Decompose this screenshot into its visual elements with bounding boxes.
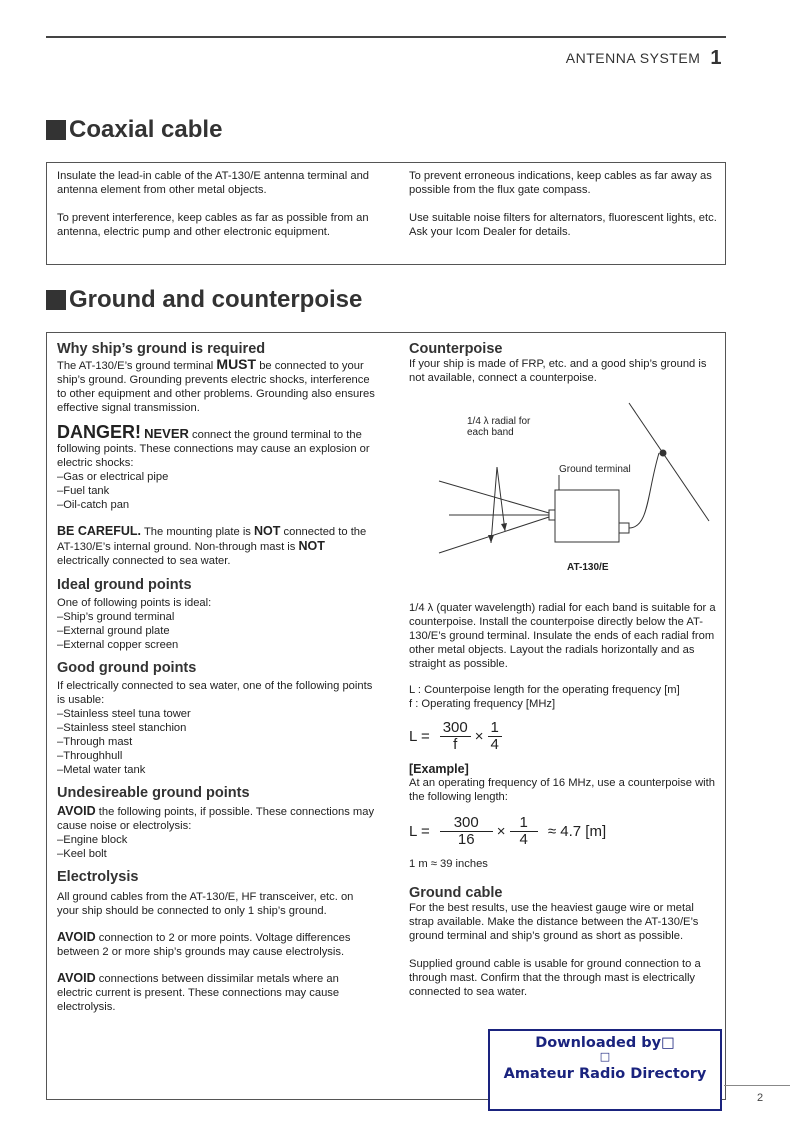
antenna-feed-point	[660, 450, 667, 457]
arrow-line	[497, 467, 505, 531]
page-number: 2	[757, 1092, 764, 1104]
good-intro: If electrically connected to sea water, one of the following points is usable:	[57, 680, 373, 706]
ground-box	[46, 332, 726, 1100]
antenna-element	[629, 403, 709, 521]
ground-right-col	[409, 341, 717, 999]
watermark-line1: Downloaded by□	[535, 1035, 675, 1051]
undesirable-list	[57, 833, 377, 861]
list-item: – Keel bolt	[57, 847, 377, 861]
list-item: – Engine block	[57, 833, 377, 847]
ideal-heading: Ideal ground points	[57, 577, 192, 593]
formula: L = $\frac{300}{f}$ × $\frac{1}{4}$	[409, 721, 717, 752]
coax-box	[46, 162, 726, 265]
ground-left-col	[57, 341, 377, 1014]
good-list	[57, 707, 377, 777]
counterpoise-drawing	[409, 393, 717, 583]
why-heading: Why ship’s ground is required	[57, 341, 266, 357]
conversion: 1 m ≈ 39 inches	[409, 858, 488, 870]
undesirable-heading: Undesireable ground points	[57, 785, 250, 801]
coax-title	[46, 116, 222, 144]
ground-title	[46, 286, 362, 314]
page-header	[566, 46, 722, 69]
electrolysis-heading: Electrolysis	[57, 869, 139, 885]
good-heading: Good ground points	[57, 660, 197, 676]
list-item: – Through mast	[57, 735, 377, 749]
coax-left-p2: To prevent interference, keep cables as far as possible from an antenna, electric pump and other electronic equipment.	[57, 212, 369, 238]
list-item: – External copper screen	[57, 638, 377, 652]
coax-title-text: Coaxial cable	[69, 116, 223, 143]
list-item: – Stainless steel stanchion	[57, 721, 377, 735]
ground-terminal-label: Ground terminal	[559, 464, 631, 475]
antenna-cable	[629, 453, 659, 528]
unit-label: AT-130/E	[567, 562, 609, 573]
cable-heading: Ground cable	[409, 885, 503, 901]
coax-right-p2: Use suitable noise filters for alternators, fluorescent lights, etc. Ask your Icom Dealer for details.	[409, 212, 717, 238]
why-text: The AT-130/E’s ground terminal MUST be connected to your ship’s ground. Grounding prevents electric shocks, interference to other equipment and other problems. Grounding also ensures effective signal transmission.	[57, 356, 375, 414]
list-item: – Oil-catch pan	[57, 498, 377, 512]
electrolysis-p1: All ground cables from the AT-130/E, HF transceiver, etc. on your ship should be connected to only 1 ship’s ground.	[57, 891, 354, 917]
counterpoise-heading: Counterpoise	[409, 341, 503, 357]
electrolysis-p3: AVOID connections between dissimilar metals where an electric current is present. These connections may cause electrolysis.	[57, 971, 340, 1013]
page-edge-rule	[724, 1085, 790, 1086]
example-text: At an operating frequency of 16 MHz, use a counterpoise with the following length:	[409, 777, 715, 803]
section-square-icon	[46, 120, 66, 140]
cable-p1: For the best results, use the heaviest gauge wire or metal strap available. Make the distance between the AT-130/E’s ground terminal and ship’s ground as short as possible.	[409, 902, 699, 942]
coax-right-p1: To prevent erroneous indications, keep cables as far away as possible from the flux gate compass.	[409, 170, 712, 196]
unit-connector	[619, 523, 629, 533]
counterpoise-intro: If your ship is made of FRP, etc. and a good ship’s ground is not available, connect a counterpoise.	[409, 358, 707, 384]
cable-p2: Supplied ground cable is usable for ground connection to a through mast. Confirm that the through mast is electrically connected to sea water.	[409, 958, 701, 998]
list-item: – Throughhull	[57, 749, 377, 763]
ideal-intro: One of following points is ideal:	[57, 597, 212, 609]
header-section: ANTENNA SYSTEM	[565, 50, 701, 66]
undesirable-text: AVOID the following points, if possible. These connections may cause noise or electrolysis:	[57, 804, 375, 832]
counterpoise-diagram	[409, 393, 717, 583]
list-item: – External ground plate	[57, 624, 377, 638]
ground-terminal-stud	[549, 510, 555, 520]
coax-right-col	[409, 169, 717, 239]
danger-label: DANGER!	[57, 422, 141, 442]
watermark-line3: Amateur Radio Directory	[503, 1066, 707, 1082]
arrow-head	[501, 523, 507, 531]
example-formula: L = $\frac{300}{16}$ × $\frac{1}{4}$ ≈ 4.7 [m]	[409, 814, 607, 848]
radial-label: 1/4 λ radial for each band	[467, 416, 531, 438]
example-heading: [Example]	[409, 762, 469, 776]
list-item: – Ship’s ground terminal	[57, 610, 377, 624]
def-L: L : Counterpoise length for the operating frequency [m]	[409, 684, 680, 696]
ground-title-text: Ground and counterpoise	[69, 286, 363, 313]
list-item: – Gas or electrical pipe	[57, 470, 377, 484]
header-number: 1	[710, 47, 722, 69]
list-item: – Metal water tank	[57, 763, 377, 777]
arrow-line	[491, 467, 497, 543]
unit-box	[555, 490, 619, 542]
danger-text: DANGER! NEVER connect the ground terminal to the following points. These connections may cause an explosion or electric shocks:	[57, 422, 370, 469]
list-item: – Stainless steel tuna tower	[57, 707, 377, 721]
danger-list	[57, 470, 377, 512]
top-rule	[46, 36, 726, 38]
careful-text: BE CAREFUL. The mounting plate is NOT connected to the AT-130/E’s internal ground. Non-through mast is NOT electrically connected to sea water.	[57, 524, 367, 567]
arrow-head	[488, 535, 494, 543]
download-watermark	[488, 1029, 722, 1111]
ideal-list	[57, 610, 377, 652]
def-f: f : Operating frequency [MHz]	[409, 698, 556, 710]
coax-left-p1: Insulate the lead-in cable of the AT-130/E antenna terminal and antenna element from other metal objects.	[57, 170, 370, 196]
electrolysis-p2: AVOID connection to 2 or more points. Voltage differences between 2 or more ship’s grounds may cause electrolysis.	[57, 930, 351, 958]
watermark-line2: □	[599, 1050, 611, 1063]
coax-left-col	[57, 169, 377, 239]
list-item: – Fuel tank	[57, 484, 377, 498]
section-square-icon	[46, 290, 66, 310]
counterpoise-desc: 1/4 λ (quater wavelength) radial for each band is suitable for a counterpoise. Install the counterpoise directly below the AT-130/E’s ground terminal. Insulate the ends of each radial from other metal objects. Layout the radials horizontally and as straight as possible.	[409, 602, 716, 670]
